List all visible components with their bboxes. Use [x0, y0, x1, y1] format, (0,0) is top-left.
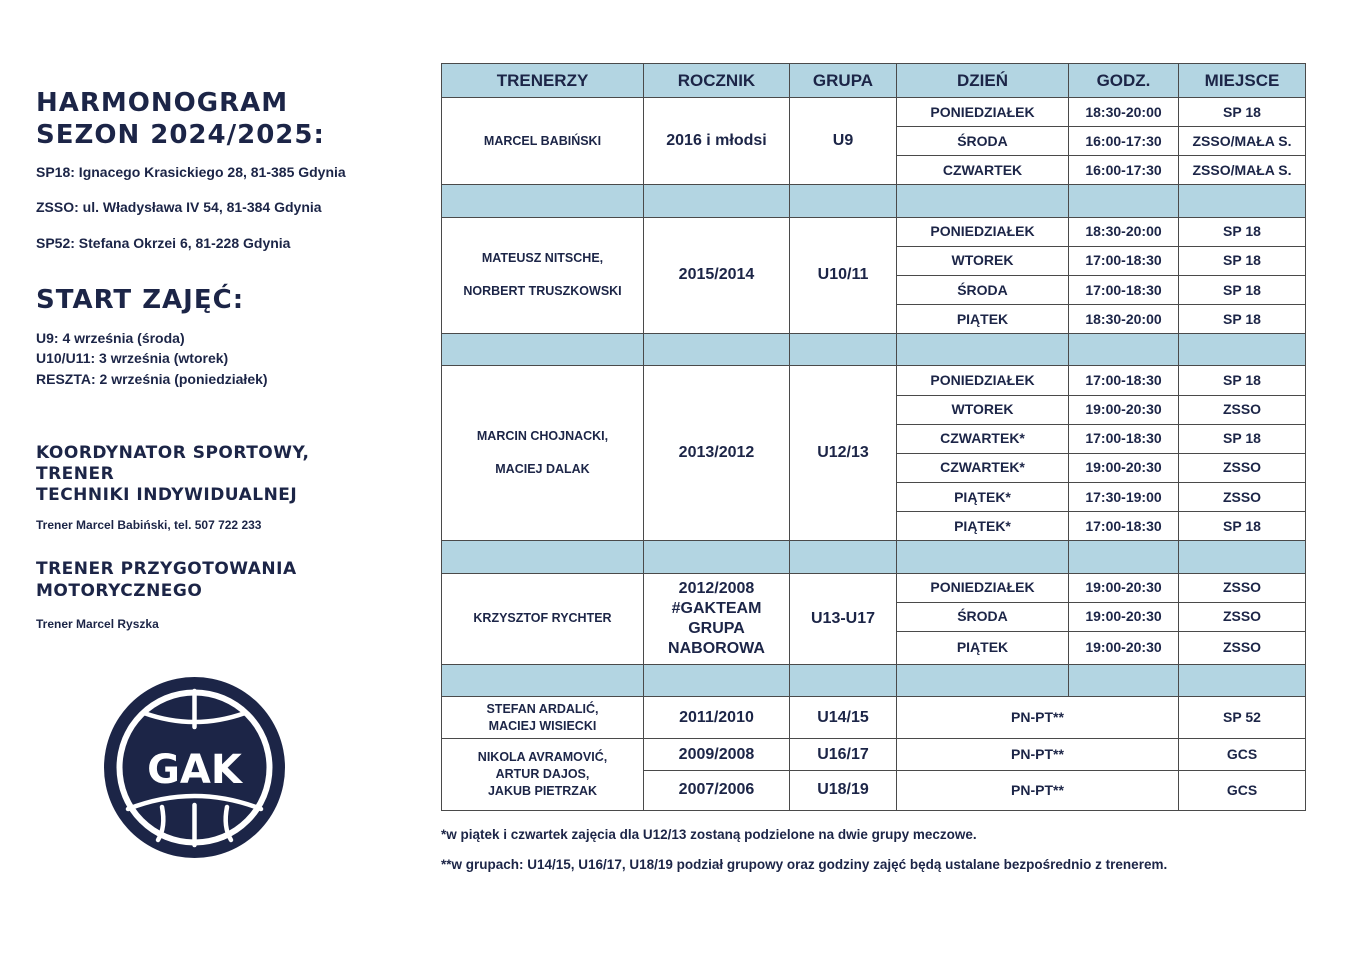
separator-row — [442, 541, 1306, 573]
trainer-name: STEFAN ARDALIĆ, — [486, 701, 599, 716]
group-cell: U10/11 — [790, 217, 897, 334]
trainer-name: NIKOLA AVRAMOVIĆ, — [477, 750, 608, 765]
day-cell: ŚRODA — [897, 127, 1069, 156]
title-line2: SEZON 2024/2025: — [36, 120, 325, 150]
coordinator-title-line2: TRENER — [36, 464, 115, 484]
header-grupa: GRUPA — [790, 64, 897, 98]
gak-basketball-logo — [104, 677, 285, 858]
time-cell: 18:30-20:00 — [1069, 98, 1179, 127]
place-cell: SP 18 — [1179, 305, 1306, 334]
start-title: START ZAJĘĆ: — [36, 285, 245, 315]
trainer-name: MACIEJ DALAK — [495, 462, 590, 477]
time-cell: 17:00-18:30 — [1069, 366, 1179, 395]
place-cell: GCS — [1179, 770, 1306, 810]
trainer-cell — [442, 697, 644, 739]
day-cell: PIĄTEK — [897, 305, 1069, 334]
header-miejsce: MIEJSCE — [1179, 64, 1306, 98]
day-cell: PIĄTEK — [897, 631, 1069, 664]
time-cell: 19:00-20:30 — [1069, 602, 1179, 631]
logo-text: GAK — [147, 747, 242, 793]
table-row — [442, 573, 1306, 602]
days-cell: PN-PT** — [897, 739, 1179, 770]
place-cell: SP 18 — [1179, 98, 1306, 127]
time-cell: 18:30-20:00 — [1069, 305, 1179, 334]
separator-row — [442, 334, 1306, 366]
year-cell: 2009/2008 — [644, 739, 790, 770]
day-cell: ŚRODA — [897, 602, 1069, 631]
day-cell: PONIEDZIAŁEK — [897, 366, 1069, 395]
day-cell: PONIEDZIAŁEK — [897, 573, 1069, 602]
time-cell: 17:30-19:00 — [1069, 483, 1179, 512]
trainer-cell — [442, 739, 644, 811]
footnote-2: **w grupach: U14/15, U16/17, U18/19 podział grupowy oraz godziny zajęć będą ustalane bezpośrednio z trenerem. — [441, 857, 1168, 872]
place-cell: ZSSO — [1179, 631, 1306, 664]
place-cell: SP 18 — [1179, 366, 1306, 395]
day-cell: PONIEDZIAŁEK — [897, 98, 1069, 127]
time-cell: 16:00-17:30 — [1069, 156, 1179, 185]
time-cell: 17:00-18:30 — [1069, 275, 1179, 304]
year-line: 2012/2008 — [678, 579, 755, 597]
group-cell: U13-U17 — [790, 573, 897, 664]
year-line: GRUPA — [688, 619, 745, 637]
group-cell: U12/13 — [790, 366, 897, 541]
header-trenerzy: TRENERZY — [442, 64, 644, 98]
place-cell: SP 18 — [1179, 217, 1306, 246]
table-row — [442, 697, 1306, 739]
header-godz: GODZ. — [1069, 64, 1179, 98]
place-cell: SP 18 — [1179, 275, 1306, 304]
table-row — [442, 739, 1306, 770]
day-cell: CZWARTEK* — [897, 424, 1069, 453]
trainer-name: MARCIN CHOJNACKI, — [476, 429, 609, 444]
time-cell: 17:00-18:30 — [1069, 512, 1179, 541]
trainer-name: ARTUR DAJOS, — [495, 767, 590, 782]
place-cell: ZSSO — [1179, 453, 1306, 482]
place-cell: GCS — [1179, 739, 1306, 770]
place-cell: ZSSO/MAŁA S. — [1179, 156, 1306, 185]
table-row — [442, 98, 1306, 127]
day-cell: ŚRODA — [897, 275, 1069, 304]
days-cell: PN-PT** — [897, 697, 1179, 739]
place-cell: SP 18 — [1179, 246, 1306, 275]
year-cell: 2007/2006 — [644, 770, 790, 810]
place-cell: ZSSO — [1179, 573, 1306, 602]
location-zsso: ZSSO: ul. Władysława IV 54, 81-384 Gdynia — [36, 199, 322, 215]
schedule-table — [441, 63, 1306, 811]
year-line: #GAKTEAM — [671, 599, 762, 617]
table-row — [442, 217, 1306, 246]
table-row — [442, 366, 1306, 395]
place-cell: ZSSO — [1179, 395, 1306, 424]
location-sp52: SP52: Stefana Okrzei 6, 81-228 Gdynia — [36, 235, 291, 251]
trainer-cell — [442, 366, 644, 541]
start-line-u9: U9: 4 września (środa) — [36, 330, 185, 346]
day-cell: PONIEDZIAŁEK — [897, 217, 1069, 246]
year-line: NABOROWA — [668, 639, 765, 657]
header-dzien: DZIEŃ — [897, 64, 1069, 98]
time-cell: 17:00-18:30 — [1069, 424, 1179, 453]
separator-row — [442, 185, 1306, 217]
days-cell: PN-PT** — [897, 770, 1179, 810]
coordinator-title-line3: TECHNIKI INDYWIDUALNEJ — [36, 485, 298, 505]
place-cell: ZSSO — [1179, 602, 1306, 631]
location-sp18: SP18: Ignacego Krasickiego 28, 81-385 Gdynia — [36, 164, 346, 180]
year-cell: 2011/2010 — [644, 697, 790, 739]
header-rocznik: ROCZNIK — [644, 64, 790, 98]
day-cell: WTOREK — [897, 395, 1069, 424]
group-cell: U9 — [790, 98, 897, 185]
trainer-cell — [442, 217, 644, 334]
day-cell: CZWARTEK* — [897, 453, 1069, 482]
time-cell: 18:30-20:00 — [1069, 217, 1179, 246]
footnote-1: *w piątek i czwartek zajęcia dla U12/13 zostaną podzielone na dwie grupy meczowe. — [441, 827, 977, 842]
trainer-cell: KRZYSZTOF RYCHTER — [442, 573, 644, 664]
year-cell: 2013/2012 — [644, 366, 790, 541]
motor-text: Trener Marcel Ryszka — [36, 617, 159, 631]
time-cell: 17:00-18:30 — [1069, 246, 1179, 275]
place-cell: SP 18 — [1179, 512, 1306, 541]
table-header-row — [442, 64, 1306, 98]
time-cell: 19:00-20:30 — [1069, 453, 1179, 482]
year-cell: 2016 i młodsi — [644, 98, 790, 185]
place-cell: SP 52 — [1179, 697, 1306, 739]
day-cell: CZWARTEK — [897, 156, 1069, 185]
day-cell: PIĄTEK* — [897, 512, 1069, 541]
group-cell: U16/17 — [790, 739, 897, 770]
group-cell: U14/15 — [790, 697, 897, 739]
day-cell: WTOREK — [897, 246, 1069, 275]
motor-title-line2: MOTORYCZNEGO — [36, 581, 203, 601]
motor-title-line1: TRENER PRZYGOTOWANIA — [36, 559, 297, 579]
trainer-name: MACIEJ WISIECKI — [488, 718, 597, 733]
coordinator-text: Trener Marcel Babiński, tel. 507 722 233 — [36, 518, 262, 532]
time-cell: 19:00-20:30 — [1069, 631, 1179, 664]
time-cell: 19:00-20:30 — [1069, 573, 1179, 602]
separator-row — [442, 665, 1306, 697]
start-line-u10: U10/U11: 3 września (wtorek) — [36, 350, 229, 366]
year-cell: 2015/2014 — [644, 217, 790, 334]
place-cell: ZSSO/MAŁA S. — [1179, 127, 1306, 156]
year-cell — [644, 573, 790, 664]
trainer-name: JAKUB PIETRZAK — [487, 784, 598, 799]
trainer-name: NORBERT TRUSZKOWSKI — [463, 284, 622, 299]
trainer-name: MATEUSZ NITSCHE, — [481, 251, 604, 266]
start-line-rest: RESZTA: 2 września (poniedziałek) — [36, 371, 268, 387]
time-cell: 16:00-17:30 — [1069, 127, 1179, 156]
time-cell: 19:00-20:30 — [1069, 395, 1179, 424]
place-cell: ZSSO — [1179, 483, 1306, 512]
day-cell: PIĄTEK* — [897, 483, 1069, 512]
title-line1: HARMONOGRAM — [36, 88, 289, 118]
coordinator-title-line1: KOORDYNATOR SPORTOWY, — [36, 443, 310, 463]
group-cell: U18/19 — [790, 770, 897, 810]
trainer-cell: MARCEL BABIŃSKI — [442, 98, 644, 185]
place-cell: SP 18 — [1179, 424, 1306, 453]
